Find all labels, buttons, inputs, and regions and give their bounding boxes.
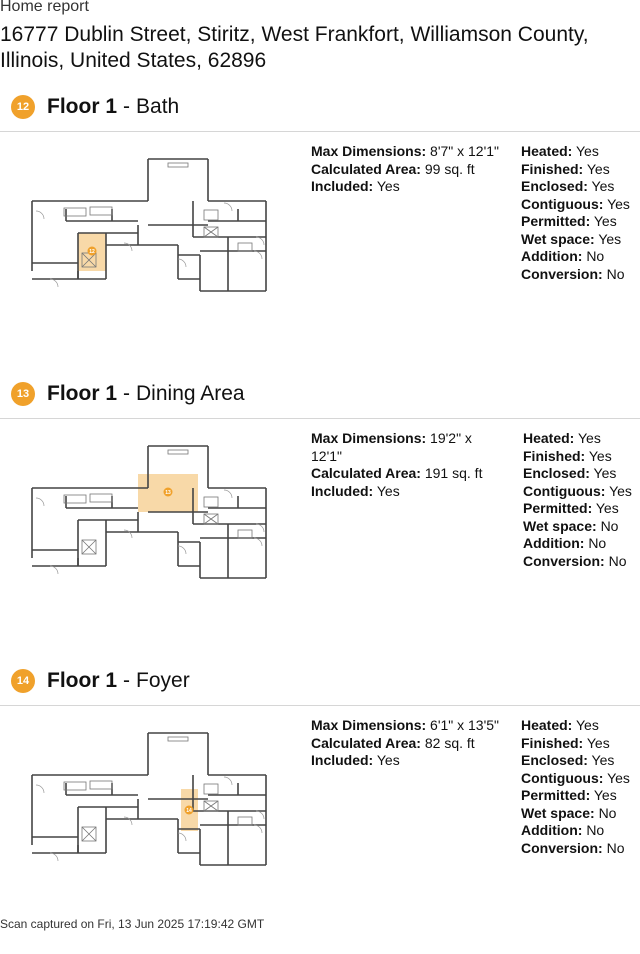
room-header [0, 93, 640, 133]
wet-space-label: Wet space: [523, 517, 597, 534]
contiguous-value: Yes [607, 769, 630, 786]
max-dimensions-label: Max Dimensions: [311, 143, 427, 159]
wet-space-value: No [598, 804, 617, 821]
enclosed-label: Enclosed: [521, 752, 588, 768]
finished-value: Yes [588, 447, 612, 464]
section-divider [0, 131, 640, 132]
contiguous-value: Yes [607, 195, 630, 212]
room-dimensions [311, 717, 501, 770]
wet-space-value: Yes [598, 230, 622, 247]
included-value: Yes [376, 482, 400, 499]
finished-label: Finished: [521, 734, 584, 751]
max-dimensions-value: 8'7" x 12'1" [430, 143, 500, 159]
included-label: Included: [311, 178, 374, 194]
included-value: Yes [376, 178, 400, 194]
heated-value: Yes [576, 717, 599, 733]
conversion-label: Conversion: [523, 552, 605, 569]
room-dimensions [311, 430, 501, 500]
room-title [47, 668, 190, 694]
max-dimensions-label: Max Dimensions: [311, 717, 427, 733]
wet-space-value: No [600, 517, 619, 534]
room-section-dining-area [0, 380, 640, 667]
addition-label: Addition: [523, 535, 585, 551]
room-number-marker-label: 14 [186, 808, 192, 814]
title-separator: - [123, 95, 131, 118]
room-name: Bath [136, 95, 180, 118]
permitted-label: Permitted: [521, 213, 591, 229]
floor-label: Floor 1 [47, 382, 118, 405]
section-divider [0, 418, 640, 419]
included-label: Included: [311, 752, 374, 768]
heated-label: Heated: [523, 430, 575, 446]
max-dimensions-value: 19'2" x 12'1" [311, 430, 472, 464]
enclosed-value: Yes [591, 178, 615, 194]
wet-space-label: Wet space: [521, 804, 595, 821]
contiguous-label: Contiguous: [521, 769, 604, 786]
permitted-value: Yes [593, 787, 617, 803]
room-flags [523, 430, 640, 570]
title-separator: - [123, 669, 131, 692]
floor-label: Floor 1 [47, 95, 118, 118]
heated-label: Heated: [521, 143, 573, 159]
room-number-marker-label: 13 [165, 490, 171, 496]
room-dimensions [311, 143, 501, 196]
addition-value: No [586, 248, 605, 264]
walls [32, 159, 266, 291]
enclosed-label: Enclosed: [521, 178, 588, 194]
heated-value: Yes [576, 143, 599, 159]
finished-label: Finished: [523, 447, 586, 464]
contiguous-value: Yes [609, 482, 632, 499]
calculated-area-value: 99 sq. ft [424, 160, 475, 177]
calculated-area-label: Calculated Area: [311, 160, 421, 177]
addition-value: No [588, 535, 607, 551]
room-name: Dining Area [136, 382, 245, 405]
room-header [0, 667, 640, 707]
floor-plan [28, 438, 273, 582]
room-section-foyer [0, 667, 640, 954]
max-dimensions-value: 6'1" x 13'5" [430, 717, 500, 733]
room-number-badge: 13 [11, 382, 35, 406]
permitted-value: Yes [595, 500, 619, 516]
room-title [47, 94, 179, 120]
included-label: Included: [311, 482, 374, 499]
scan-timestamp: Scan captured on Fri, 13 Jun 2025 17:19:42 GMT [0, 917, 265, 931]
finished-value: Yes [586, 160, 610, 177]
room-number-badge: 14 [11, 669, 35, 693]
section-divider [0, 705, 640, 706]
floor-plan-drawing [28, 151, 273, 295]
permitted-label: Permitted: [521, 787, 591, 803]
enclosed-label: Enclosed: [523, 465, 590, 481]
addition-label: Addition: [521, 822, 583, 838]
finished-value: Yes [586, 734, 610, 751]
doc-label: Home report [0, 0, 89, 15]
addition-label: Addition: [521, 248, 583, 264]
room-flags [521, 717, 639, 857]
conversion-value: No [608, 552, 627, 569]
floor-label: Floor 1 [47, 669, 118, 692]
contiguous-label: Contiguous: [523, 482, 606, 499]
calculated-area-value: 82 sq. ft [424, 734, 475, 751]
calculated-area-label: Calculated Area: [311, 734, 421, 751]
heated-value: Yes [578, 430, 601, 446]
floor-plan-drawing [28, 725, 273, 869]
room-title [47, 381, 245, 407]
enclosed-value: Yes [593, 465, 617, 481]
room-flags [521, 143, 639, 283]
floor-plan-drawing [28, 438, 273, 582]
heated-label: Heated: [521, 717, 573, 733]
finished-label: Finished: [521, 160, 584, 177]
enclosed-value: Yes [591, 752, 615, 768]
conversion-value: No [606, 265, 625, 282]
max-dimensions-label: Max Dimensions: [311, 430, 427, 446]
floor-plan [28, 725, 273, 869]
room-header [0, 380, 640, 420]
walls [32, 446, 266, 578]
permitted-value: Yes [593, 213, 617, 229]
address-heading: 16777 Dublin Street, Stiritz, West Frankfort, Williamson County, Illinois, United States, 62896 [0, 23, 589, 72]
room-section-bath [0, 93, 640, 380]
addition-value: No [586, 822, 605, 838]
room-name: Foyer [136, 669, 190, 692]
floor-plan [28, 151, 273, 295]
wet-space-label: Wet space: [521, 230, 595, 247]
walls [32, 733, 266, 865]
contiguous-label: Contiguous: [521, 195, 604, 212]
room-number-marker-label: 12 [89, 249, 95, 255]
permitted-label: Permitted: [523, 500, 593, 516]
calculated-area-label: Calculated Area: [311, 465, 421, 481]
title-separator: - [123, 382, 131, 405]
room-number-badge: 12 [11, 95, 35, 119]
conversion-value: No [606, 839, 625, 856]
calculated-area-value: 191 sq. ft [424, 465, 483, 481]
included-value: Yes [376, 752, 400, 768]
conversion-label: Conversion: [521, 839, 603, 856]
conversion-label: Conversion: [521, 265, 603, 282]
